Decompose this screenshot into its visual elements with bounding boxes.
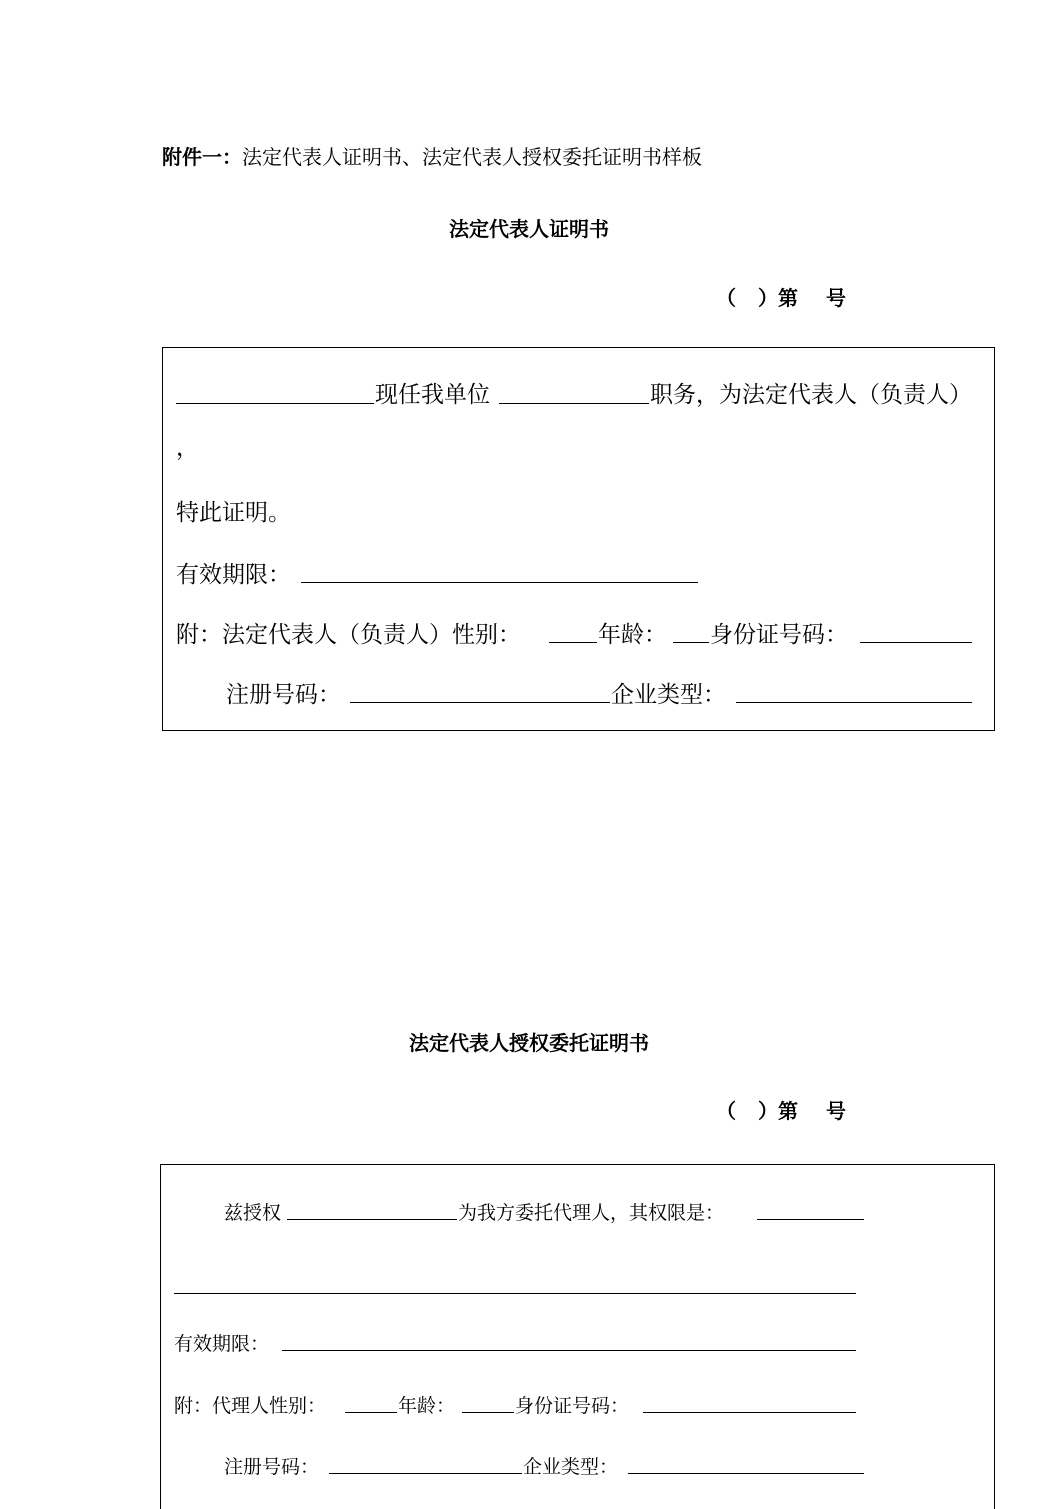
- cert2-type-blank[interactable]: [628, 1473, 864, 1474]
- cert2-id-label: 身份证号码：: [515, 1395, 630, 1417]
- cert1-title: 法定代表人证明书: [449, 217, 609, 241]
- cert2-number-open: （: [716, 1099, 736, 1123]
- cert1-reg-blank[interactable]: [350, 702, 610, 703]
- cert1-number-open: （: [716, 286, 736, 310]
- cert1-type-blank[interactable]: [736, 702, 972, 703]
- cert2-number-hao: 号: [826, 1099, 846, 1123]
- cert2-number-close: ）第: [758, 1099, 798, 1123]
- cert2-id-blank[interactable]: [643, 1412, 856, 1413]
- cert2-grant-text: 兹授权: [224, 1202, 282, 1224]
- cert2-agent-text: 为我方委托代理人，其权限是：: [458, 1202, 725, 1224]
- cert2-validity-blank[interactable]: [282, 1350, 856, 1351]
- cert1-age-blank[interactable]: [673, 642, 709, 643]
- cert1-box: [162, 347, 995, 731]
- cert1-id-label: 身份证号码：: [710, 622, 848, 648]
- cert2-validity-label: 有效期限：: [174, 1333, 270, 1355]
- cert2-type-label: 企业类型：: [523, 1456, 619, 1478]
- cert1-gender-blank[interactable]: [549, 642, 597, 643]
- cert1-attach-label: 附：法定代表人（负责人）性别：: [176, 622, 521, 648]
- cert1-id-blank[interactable]: [860, 642, 972, 643]
- cert1-type-label: 企业类型：: [611, 682, 726, 708]
- cert1-validity-label: 有效期限：: [176, 562, 291, 588]
- cert2-gender-blank[interactable]: [345, 1412, 397, 1413]
- cert1-number-hao: 号: [826, 286, 846, 310]
- cert2-box: [160, 1164, 995, 1509]
- cert2-reg-blank[interactable]: [329, 1473, 522, 1474]
- cert1-comma: ，: [176, 435, 199, 461]
- cert2-age-label: 年龄：: [398, 1395, 456, 1417]
- cert1-current-text: 现任我单位: [375, 382, 490, 408]
- attachment-label: 附件一：: [162, 145, 242, 169]
- cert2-agent-blank[interactable]: [287, 1219, 457, 1220]
- cert1-age-label: 年龄：: [598, 622, 667, 648]
- cert2-scope-line[interactable]: [174, 1293, 856, 1294]
- cert1-reg-label: 注册号码：: [226, 682, 341, 708]
- cert1-number-close: ）第: [758, 286, 798, 310]
- cert1-position-blank[interactable]: [499, 403, 649, 404]
- attachment-title: 法定代表人证明书、法定代表人授权委托证明书样板: [242, 145, 702, 169]
- cert2-age-blank[interactable]: [462, 1412, 514, 1413]
- cert2-scope-blank[interactable]: [757, 1219, 864, 1220]
- attachment-heading: [162, 141, 702, 170]
- cert2-title: 法定代表人授权委托证明书: [409, 1031, 649, 1055]
- cert1-certify-text: 特此证明。: [176, 500, 291, 526]
- cert2-attach-label: 附：代理人性别：: [174, 1395, 327, 1417]
- cert1-duty-text: 职务，为法定代表人（负责人）: [650, 382, 972, 408]
- cert2-reg-label: 注册号码：: [224, 1456, 320, 1478]
- cert1-name-blank[interactable]: [176, 403, 374, 404]
- cert1-validity-blank[interactable]: [301, 582, 698, 583]
